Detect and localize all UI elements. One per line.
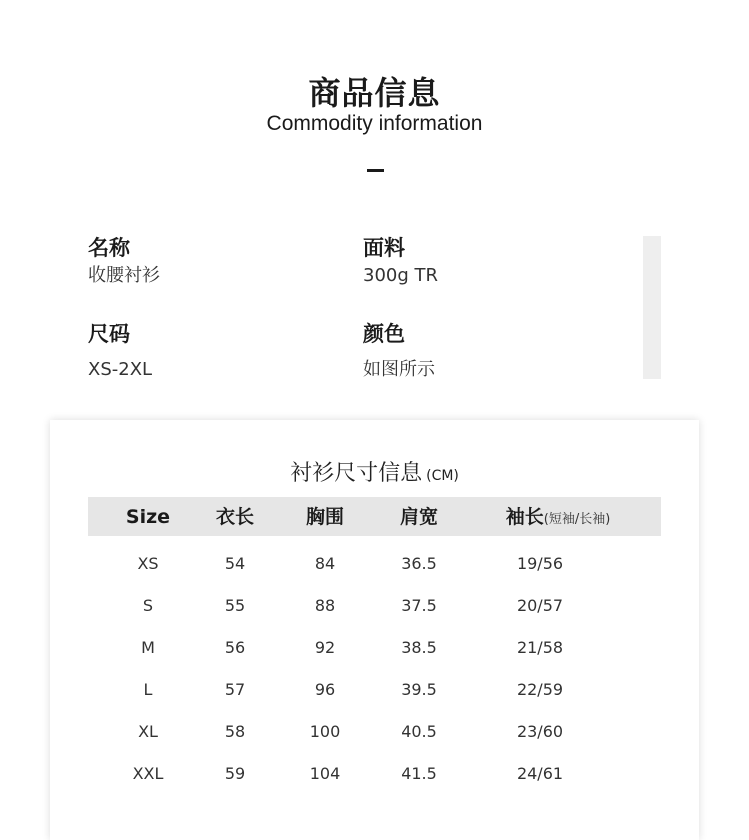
cell-size: XXL: [132, 764, 164, 783]
info-color-value: 如图所示: [363, 359, 435, 380]
cell-chest: 100: [309, 722, 341, 741]
info-fabric-value: 300g TR: [363, 265, 439, 286]
cell-length: 55: [224, 596, 246, 615]
header-size: Size: [125, 506, 171, 528]
info-name-value: 收腰衬衫: [88, 265, 160, 286]
cell-chest: 96: [314, 680, 336, 699]
cell-chest: 88: [314, 596, 336, 615]
info-fabric-label: 面料: [363, 236, 405, 260]
info-name: [88, 235, 160, 288]
cell-length: 59: [224, 764, 246, 783]
size-table-title: [50, 456, 699, 487]
title-divider: [367, 169, 384, 172]
size-table-unit: (CM): [426, 468, 459, 484]
cell-sleeve: 21/58: [516, 638, 564, 657]
table-row: [88, 628, 661, 670]
cell-size: L: [143, 680, 153, 699]
table-row: [88, 712, 661, 754]
info-size-label: 尺码: [88, 322, 130, 346]
info-size-value: XS-2XL: [88, 359, 153, 380]
table-row: [88, 754, 661, 796]
cell-length: 54: [224, 554, 246, 573]
cell-size: S: [142, 596, 154, 615]
cell-chest: 84: [314, 554, 336, 573]
cell-chest: 92: [314, 638, 336, 657]
info-color-label: 颜色: [363, 322, 405, 346]
info-fabric: [363, 235, 438, 288]
page-title-en: Commodity information: [266, 112, 483, 135]
cell-shoulder: 38.5: [401, 638, 437, 657]
header-chest: 胸围: [305, 506, 345, 528]
info-size: [88, 321, 152, 382]
cell-shoulder: 41.5: [401, 764, 437, 783]
cell-sleeve: 20/57: [516, 596, 564, 615]
cell-sleeve: 19/56: [516, 554, 564, 573]
table-row: [88, 544, 661, 586]
cell-length: 58: [224, 722, 246, 741]
cell-length: 56: [224, 638, 246, 657]
info-scrollbar[interactable]: [643, 236, 661, 379]
cell-shoulder: 37.5: [401, 596, 437, 615]
info-color: [363, 321, 435, 382]
size-table-card: [50, 420, 699, 840]
cell-sleeve: 22/59: [516, 680, 564, 699]
cell-chest: 104: [309, 764, 341, 783]
cell-size: XL: [138, 722, 158, 741]
cell-shoulder: 39.5: [401, 680, 437, 699]
header-sleeve: [506, 505, 611, 532]
size-table-title-text: 衬衫尺寸信息: [290, 461, 423, 486]
header-length: 衣长: [215, 506, 255, 528]
page-title-cn: 商品信息: [308, 74, 441, 112]
header-shoulder: 肩宽: [399, 506, 439, 528]
cell-shoulder: 36.5: [401, 554, 437, 573]
header-sleeve-label: 袖长: [505, 506, 544, 528]
cell-sleeve: 24/61: [516, 764, 564, 783]
table-row: [88, 586, 661, 628]
table-row: [88, 670, 661, 712]
header-sleeve-note: (短袖/长袖): [543, 512, 611, 527]
cell-size: XS: [137, 554, 159, 573]
info-name-label: 名称: [88, 236, 130, 260]
size-table-header: [88, 497, 661, 536]
cell-sleeve: 23/60: [516, 722, 564, 741]
cell-shoulder: 40.5: [401, 722, 437, 741]
cell-length: 57: [224, 680, 246, 699]
cell-size: M: [141, 638, 155, 657]
